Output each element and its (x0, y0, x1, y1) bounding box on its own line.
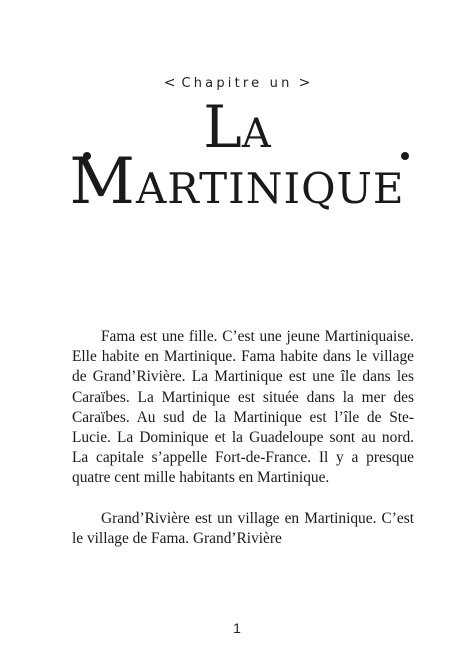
body-text (72, 327, 414, 569)
paragraph: Fama est une fille. C’est une jeune Martiniquaise. Elle habite en Martinique. Fama habite dans le village de Grand’Rivière. La Martinique est une île dans les Caraïbes. La Martinique est située dans la mer des Caraïbes. Au sud de la Martinique est l’île de Ste-Lucie. La Dominique et la Guadeloupe sont au nord. La capitale s’appelle Fort-de-France. Il y a presque quatre cent mille habitants en Martinique. (72, 328, 414, 487)
page-number: 1 (233, 620, 241, 636)
chapter-label-bracket-right: > (298, 75, 311, 91)
chapter-title-line1-initial: L (203, 93, 242, 161)
chapter-title-line2 (0, 145, 474, 219)
chapter-title-line1-rest: A (241, 111, 271, 157)
chapter-title-line2-initial: M (69, 145, 136, 219)
chapter-label-bracket-left: < (163, 75, 176, 91)
paragraph: Grand’Rivière est un village en Martinique. C’est le village de Fama. Grand’Rivière (72, 509, 414, 547)
chapter-label-text: Chapitre un (181, 76, 293, 91)
chapter-label (0, 75, 474, 91)
chapter-title-line2-rest: ARTINIQUE (135, 164, 405, 213)
